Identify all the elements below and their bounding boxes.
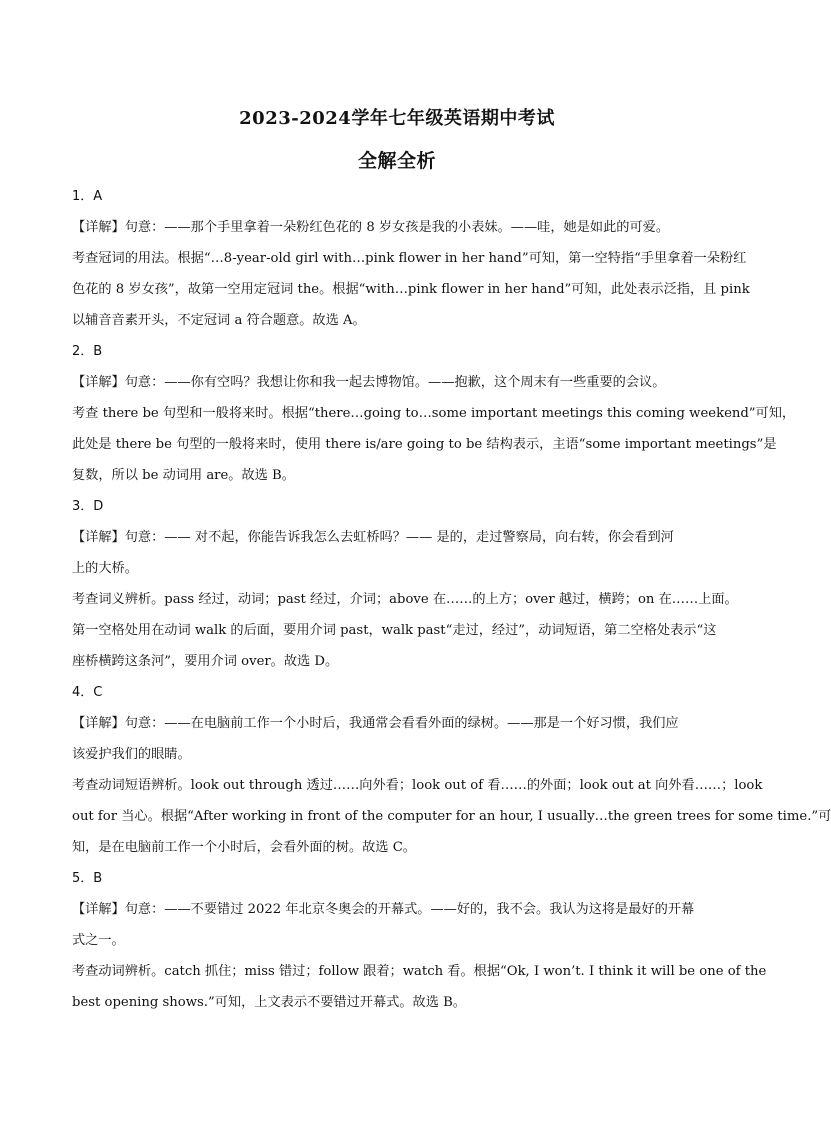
explanation-line: out for 当心。根据“After working in front of the computer for an hour, I usually…the green trees for some time.”可 [72, 809, 831, 824]
question-block [72, 677, 831, 863]
explanation-line: 考查词义辨析。pass 经过，动词；past 经过，介词；above 在……的上方；over 越过，横跨；on 在……上面。 [72, 592, 738, 607]
explanation-translation: 【详解】句意：——那个手里拿着一朵粉红色花的 8 岁女孩是我的小表妹。——哇，她是如此的可爱。 [72, 220, 670, 235]
explanation-line: 考查动词辨析。catch 抓住；miss 错过；follow 跟着；watch 看。根据“Ok, I won’t. I think it will be one of the [72, 964, 767, 979]
question-block [72, 336, 796, 491]
question-block [72, 181, 750, 336]
question-number: 1．A [72, 189, 103, 204]
explanation-line: 考查动词短语辨析。look out through 透过……向外看；look out of 看……的外面；look out at 向外看……；look [72, 778, 763, 793]
document-subtitle: 全解全析 [357, 150, 436, 172]
explanation-line: 此处是 there be 句型的一般将来时，使用 there is/are going to be 结构表示，主语“some important meetings”是 [72, 437, 777, 452]
explanation-line: 考查 there be 句型和一般将来时。根据“there…going to…some important meetings this coming weekend”可知， [72, 406, 796, 421]
explanation-line: 式之一。 [72, 933, 125, 948]
question-number: 2．B [72, 344, 103, 359]
explanation-translation: 【详解】句意：—— 对不起，你能告诉我怎么去虹桥吗？—— 是的，走过警察局，向右转，你会看到河 [72, 530, 674, 545]
explanation-translation: 【详解】句意：——在电脑前工作一个小时后，我通常会看看外面的绿树。——那是一个好习惯，我们应 [72, 716, 679, 731]
explanation-line: 第一空格处用在动词 walk 的后面，要用介词 past，walk past“走过，经过”，动词短语，第二空格处表示“这 [72, 623, 717, 638]
explanation-line: best opening shows.”可知，上文表示不要错过开幕式。故选 B。 [72, 995, 466, 1010]
question-block [72, 863, 767, 1018]
explanation-line: 以辅音音素开头，不定冠词 a 符合题意。故选 A。 [72, 313, 366, 328]
question-number: 3．D [72, 499, 104, 514]
question-number: 4．C [72, 685, 103, 700]
explanation-line: 复数，所以 be 动词用 are。故选 B。 [72, 468, 295, 483]
question-number: 5．B [72, 871, 103, 886]
explanation-line: 色花的 8 岁女孩”，故第一空用定冠词 the。根据“with…pink flower in her hand”可知，此处表示泛指，且 pink [72, 282, 750, 297]
explanation-line: 考查冠词的用法。根据“…8-year-old girl with…pink flower in her hand”可知，第一空特指“手里拿着一朵粉红 [72, 251, 747, 266]
explanation-translation: 【详解】句意：——你有空吗？我想让你和我一起去博物馆。——抱歉，这个周末有一些重要的会议。 [72, 375, 666, 390]
explanation-line: 上的大桥。 [72, 561, 138, 576]
document-title: 2023-2024学年七年级英语期中考试 [239, 108, 555, 129]
explanation-line: 座桥横跨这条河”，要用介词 over。故选 D。 [72, 654, 339, 669]
answer-explanations [72, 181, 831, 1018]
explanation-translation: 【详解】句意：——不要错过 2022 年北京冬奥会的开幕式。——好的，我不会。我认为这将是最好的开幕 [72, 902, 695, 917]
question-block [72, 491, 738, 677]
explanation-line: 该爱护我们的眼睛。 [72, 747, 191, 762]
explanation-line: 知，是在电脑前工作一个小时后，会看外面的树。故选 C。 [72, 840, 416, 855]
